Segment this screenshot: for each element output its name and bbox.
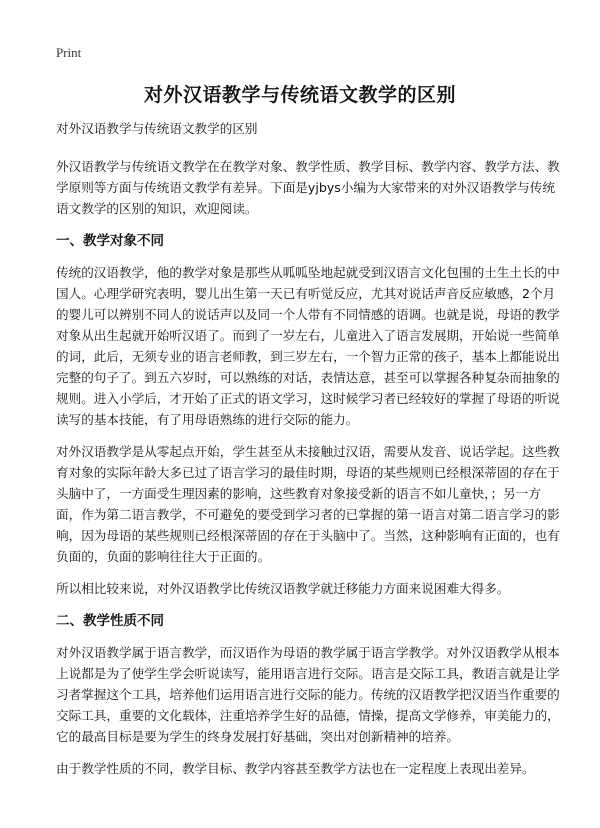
document-title: 对外汉语教学与传统语文教学的区别 (143, 84, 456, 106)
section-heading-teaching-object: 一、教学对象不同 (56, 233, 164, 249)
document-subtitle: 对外汉语教学与传统语文教学的区别 (56, 121, 258, 136)
section-1-paragraph-1: 传统的汉语教学，他的教学对象是那些从呱呱坠地起就受到汉语言文化包围的土生土长的中国人。心理学研究表明，婴儿出生第一天已有听觉反应，尤其对说话声音反应敏感，2个月的婴儿可以辨别不同人的说话声以及同一个人带有不同情感的语调。也就是说，母语的教学对象从出生起就开始听汉语了。而到了一岁左右，儿童进入了语言发展期，开始说一些简单的词，此后，无须专业的语言老师教，到三岁左右，一个智力正常的孩子，基本上都能说出完整的句子了。到五六岁时，可以熟练的对话，表情达意，甚至可以掌握各种复杂而抽象的规则。进入小学后，才开始了正式的语文学习，这时候学习者已经较好的掌握了母语的听说读写的基本技能，有了用母语熟练的进行交际的能力。 (56, 265, 560, 427)
section-1-paragraph-3: 所以相比较来说，对外汉语教学比传统汉语教学就迁移能力方面来说困难大得多。 (56, 581, 510, 596)
section-2-paragraph-2: 由于教学性质的不同，教学目标、教学内容甚至教学方法也在一定程度上表现出差异。 (56, 761, 535, 776)
print-label[interactable]: Print (56, 45, 82, 60)
section-heading-teaching-nature: 二、教学性质不同 (56, 613, 164, 629)
section-1-paragraph-2: 对外汉语教学是从零起点开始，学生甚至从未接触过汉语，需要从发音、说话学起。这些教育对象的实际年龄大多已过了语言学习的最佳时期，母语的某些规则已经根深蒂固的存在于头脑中了，一方面受生理因素的影响，这些教育对象接受新的语言不如儿童快，；另一方面，作为第二语言教学，不可避免的要受到学习者的已掌握的第一语言对第二语言学习的影响，因为母语的某些规则已经根深蒂固的存在于头脑中了。当然，这种影响有正面的，也有负面的，负面的影响往往大于正面的。 (56, 444, 560, 564)
section-2-paragraph-1: 对外汉语教学属于语言教学，而汉语作为母语的教学属于语言学教学。对外汉语教学从根本上说都是为了使学生学会听说读写，能用语言进行交际。语言是交际工具，教语言就是让学习者掌握这个工具，培养他们运用语言进行交际的能力。传统的汉语教学把汉语当作重要的交际工具，重要的文化载体，注重培养学生好的品德，情操，提高文学修养，审美能力的，它的最高目标是要为学生的终身发展打好基础，突出对创新精神的培养。 (56, 645, 560, 744)
document-body (56, 118, 560, 790)
intro-paragraph: 外汉语教学与传统语文教学在在教学对象、教学性质、教学目标、教学内容、教学方法、教学原则等方面与传统语文教学有差异。下面是yjbys小编为大家带来的对外汉语教学与传统语文教学的区别的知识，欢迎阅读。 (56, 159, 560, 216)
